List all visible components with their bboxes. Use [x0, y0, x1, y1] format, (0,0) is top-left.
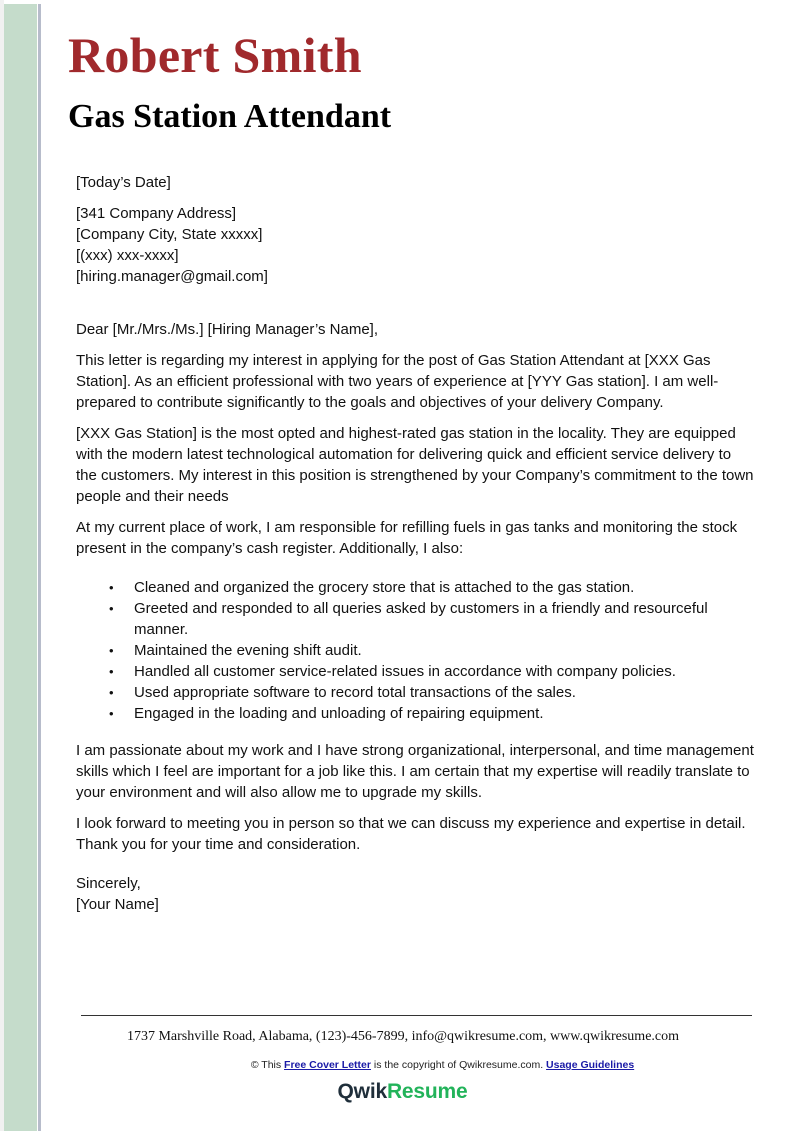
list-item: • Greeted and responded to all queries asked by customers in a friendly and resourceful manner. — [134, 598, 756, 640]
copyright-prefix: © This — [250, 1059, 285, 1071]
free-cover-letter-link[interactable]: Free Cover Letter — [284, 1059, 371, 1071]
recipient-address: [341 Company Address] — [76, 205, 237, 222]
applicant-name: Robert Smith — [68, 27, 362, 83]
list-item: • Maintained the evening shift audit. — [134, 640, 756, 661]
recipient-phone: [(xxx) xxx-xxxx] — [76, 247, 179, 264]
paragraph-skills: I am passionate about my work and I have strong organizational, interpersonal, and time management skills which I feel are important for a job like this. I am certain that my expertise will readily translate to your environment and will also allow me to upgrade my skills. — [76, 742, 754, 801]
letter-body — [76, 172, 756, 915]
signature: [Your Name] — [76, 896, 159, 913]
paragraph-company: [XXX Gas Station] is the most opted and highest-rated gas station in the locality. They are equipped with the modern latest technological automation for delivering quick and efficient service delivery to the customers. My interest in this position is strengthened by your Company’s commitment to the town people and their needs — [76, 425, 754, 505]
logo-part-resume: Resume — [386, 1080, 468, 1103]
logo-part-qwik: Qwik — [337, 1080, 387, 1103]
paragraph-intro: This letter is regarding my interest in applying for the post of Gas Station Attendant at [XXX Gas Station]. As an efficient professional with two years of experience at [YYY Gas station]. I am well-prepared to contribute significantly to the goals and objectives of your delivery Company. — [76, 352, 719, 411]
paragraph-current-work: At my current place of work, I am responsible for refilling fuels in gas tanks and monitoring the stock present in the company’s cash register. Additionally, I also: — [76, 519, 738, 557]
recipient-block — [76, 203, 756, 287]
copyright-middle: is the copyright of Qwikresume.com. — [370, 1059, 547, 1071]
list-item: • Engaged in the loading and unloading of repairing equipment. — [134, 703, 756, 724]
recipient-email: [hiring.manager@gmail.com] — [76, 268, 268, 285]
footer-divider — [81, 1015, 752, 1016]
list-item: • Used appropriate software to record total transactions of the sales. — [134, 682, 756, 703]
letter-date: [Today’s Date] — [76, 174, 171, 191]
paragraph-closing: I look forward to meeting you in person so that we can discuss my experience and expertise in detail. Thank you for your time and consideration. — [76, 815, 746, 853]
duties-list — [76, 577, 756, 724]
footer-contact: 1737 Marshville Road, Alabama, (123)-456-7899, info@qwikresume.com, www.qwikresume.com — [126, 1029, 680, 1044]
sidebar-divider — [38, 4, 41, 1131]
salutation: Dear [Mr./Mrs./Ms.] [Hiring Manager’s Name], — [76, 321, 379, 338]
copyright-notice — [0, 1059, 800, 1071]
qwikresume-logo[interactable] — [0, 1080, 800, 1104]
sign-off: Sincerely, — [76, 875, 141, 892]
recipient-city-state: [Company City, State xxxxx] — [76, 226, 263, 243]
decorative-sidebar — [4, 4, 37, 1131]
job-title: Gas Station Attendant — [68, 98, 392, 135]
list-item: • Handled all customer service-related issues in accordance with company policies. — [134, 661, 756, 682]
usage-guidelines-link[interactable]: Usage Guidelines — [546, 1059, 635, 1071]
list-item: • Cleaned and organized the grocery store that is attached to the gas station. — [134, 577, 756, 598]
